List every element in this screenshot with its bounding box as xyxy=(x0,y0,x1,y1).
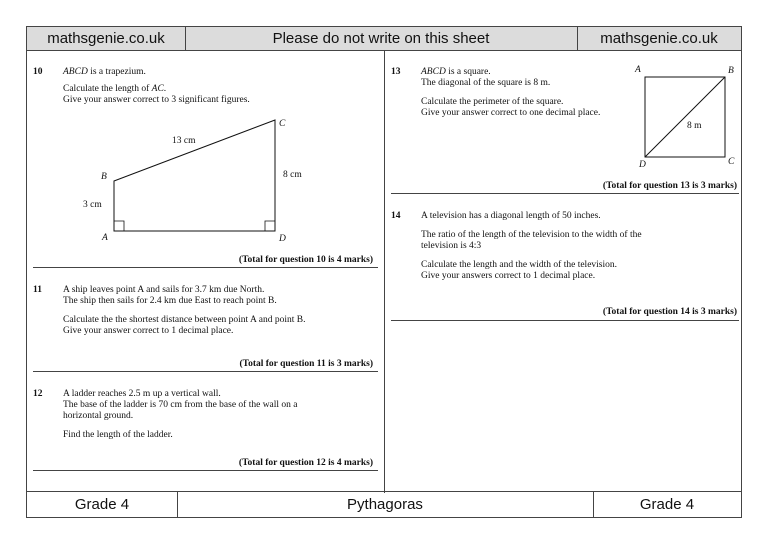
footer-center: Pythagoras xyxy=(177,491,593,517)
label-13cm: 13 cm xyxy=(172,136,196,146)
question-14-text: A television has a diagonal length of 50 inches. The ratio of the length of the television to the width of the television is 4:3 Calculate the length and the width of the television. Give your answers correct to 1 decimal place. xyxy=(421,211,642,281)
total-marks: (Total for question 11 is 3 marks) xyxy=(239,359,373,369)
label-3cm: 3 cm xyxy=(83,200,102,210)
total-marks: (Total for question 13 is 3 marks) xyxy=(602,181,737,191)
divider xyxy=(391,320,739,321)
header-center: Please do not write on this sheet xyxy=(185,27,577,51)
square-diagram xyxy=(633,63,741,173)
label-d: D xyxy=(279,234,286,244)
label-b: B xyxy=(728,66,734,76)
label-a: A xyxy=(635,65,641,75)
question-number: 14 xyxy=(391,211,401,221)
total-marks: (Total for question 10 is 4 marks) xyxy=(238,255,373,265)
label-8m: 8 m xyxy=(687,121,702,131)
footer-right: Grade 4 xyxy=(593,491,741,517)
divider xyxy=(33,371,378,372)
worksheet xyxy=(26,26,742,518)
trapezium-diagram xyxy=(83,115,317,245)
footer-divider xyxy=(177,491,178,517)
divider xyxy=(33,267,378,268)
question-11-text: A ship leaves point A and sails for 3.7 km due North. The ship then sails for 2.4 km due East to reach point B. Calculate the the shortest distance between point A and point B. Give your answer correct to 1 decimal place. xyxy=(63,285,306,336)
question-number: 11 xyxy=(33,285,42,295)
footer-left: Grade 4 xyxy=(27,491,177,517)
header-right: mathsgenie.co.uk xyxy=(577,27,741,51)
question-number: 12 xyxy=(33,389,43,399)
label-d: D xyxy=(639,160,646,170)
divider xyxy=(33,470,378,471)
footer-divider xyxy=(593,491,594,517)
label-b: B xyxy=(101,172,107,182)
header-divider xyxy=(577,27,578,51)
label-c: C xyxy=(728,157,735,167)
label-a: A xyxy=(102,233,108,243)
question-12-text: A ladder reaches 2.5 m up a vertical wall. The base of the ladder is 70 cm from the base of the wall on a horizontal ground. Find the length of the ladder. xyxy=(63,389,298,440)
label-c: C xyxy=(279,119,286,129)
question-number: 13 xyxy=(391,67,401,77)
question-13-text: ABCD is a square. The diagonal of the square is 8 m. Calculate the perimeter of the square. Give your answer correct to one decimal place. xyxy=(421,67,601,118)
total-marks: (Total for question 14 is 3 marks) xyxy=(602,307,737,317)
total-marks: (Total for question 12 is 4 marks) xyxy=(238,458,373,468)
label-8cm: 8 cm xyxy=(283,170,302,180)
divider xyxy=(391,193,739,194)
header-left: mathsgenie.co.uk xyxy=(27,27,185,51)
question-10-text: ABCD is a trapezium. Calculate the length of AC. Give your answer correct to 3 significant figures. xyxy=(63,67,250,105)
column-divider xyxy=(384,51,385,493)
question-number: 10 xyxy=(33,67,43,77)
header-divider xyxy=(185,27,186,51)
